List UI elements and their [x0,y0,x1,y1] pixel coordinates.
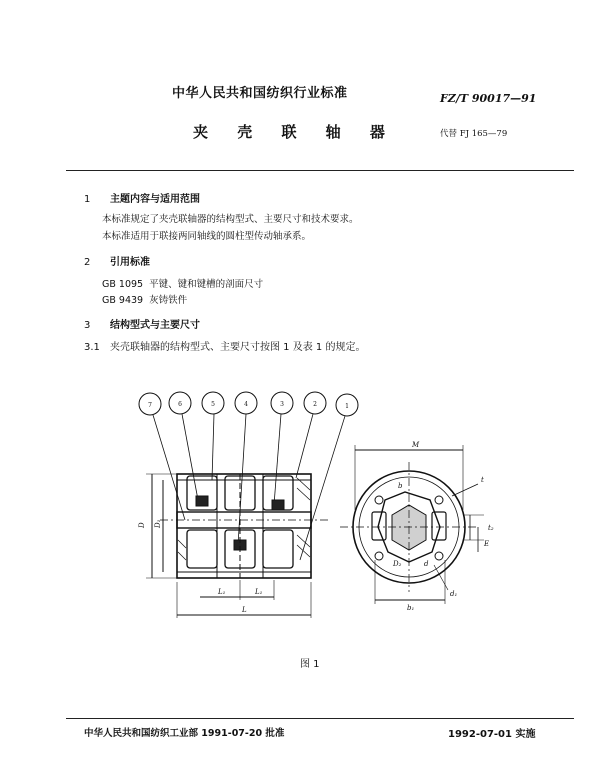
standard-body-title: 中华人民共和国纺织行业标准 [172,86,348,101]
dimension-label-t2: t₂ [488,524,494,532]
reference-item [102,292,187,306]
clause-3-1 [84,338,365,353]
section-title: 主题内容与适用范围 [110,194,200,205]
dimension-label-d1: D₁ [154,519,162,528]
dimension-label-l1b: L₁ [255,588,263,596]
paragraph: 本标准适用于联接两同轴线的圆柱型传动轴承系。 [102,231,312,242]
footer-divider [66,718,574,719]
side-view [146,474,330,618]
callout-number: 6 [178,401,182,408]
dimension-label-m: M [412,441,420,449]
reference-code: GB 9439 [102,295,144,306]
dimension-label-d1: d₁ [450,590,458,598]
dimension-label-t: t [481,476,484,484]
paragraph: 本标准规定了夹壳联轴器的结构型式、主要尺寸和技术要求。 [102,214,359,225]
reference-code: GB 1095 [102,279,144,290]
end-view [340,445,484,604]
document-title: 夹 壳 联 轴 器 [193,123,397,141]
section-3-heading [84,316,200,331]
callout-number: 7 [148,402,152,409]
header-divider [66,170,574,171]
callout-circles [139,392,358,416]
dimension-label-e: E [484,540,490,548]
dimension-label-l1a: L₁ [218,588,226,596]
section-title: 引用标准 [110,257,150,268]
callout-number: 4 [244,401,248,408]
callout-number: 2 [313,401,317,408]
section-2-heading [84,253,150,268]
figure-caption: 图 1 [300,659,320,670]
section-number: 1 [84,194,91,205]
clause-number: 3.1 [84,342,100,353]
dimension-label-l: L [242,606,247,614]
callout-number: 1 [345,403,349,410]
approval-line: 中华人民共和国纺织工业部 1991-07-20 批准 [84,728,285,739]
dimension-label-d2: D₂ [393,560,402,568]
replaces-note: 代替 FJ 165—79 [440,129,508,139]
section-number: 2 [84,257,91,268]
dimension-label-d: d [424,560,429,568]
reference-name: 灰铸铁件 [149,295,188,306]
section-number: 3 [84,320,91,331]
implementation-date: 1992-07-01 实施 [448,729,536,740]
coupling-drawing [0,380,600,640]
callout-number: 3 [280,401,284,408]
dimension-label-d: D [138,522,146,528]
dimension-label-b1: b₁ [407,604,415,612]
reference-item [102,276,263,290]
clause-text: 夹壳联轴器的结构型式、主要尺寸按图 1 及表 1 的规定。 [110,342,366,353]
section-title: 结构型式与主要尺寸 [110,320,200,331]
callout-number: 5 [211,401,215,408]
section-1-heading [84,190,200,205]
dimension-label-b: b [398,482,403,490]
reference-name: 平键、键和键槽的剖面尺寸 [149,279,264,290]
standard-code: FZ/T 90017—91 [440,92,537,105]
